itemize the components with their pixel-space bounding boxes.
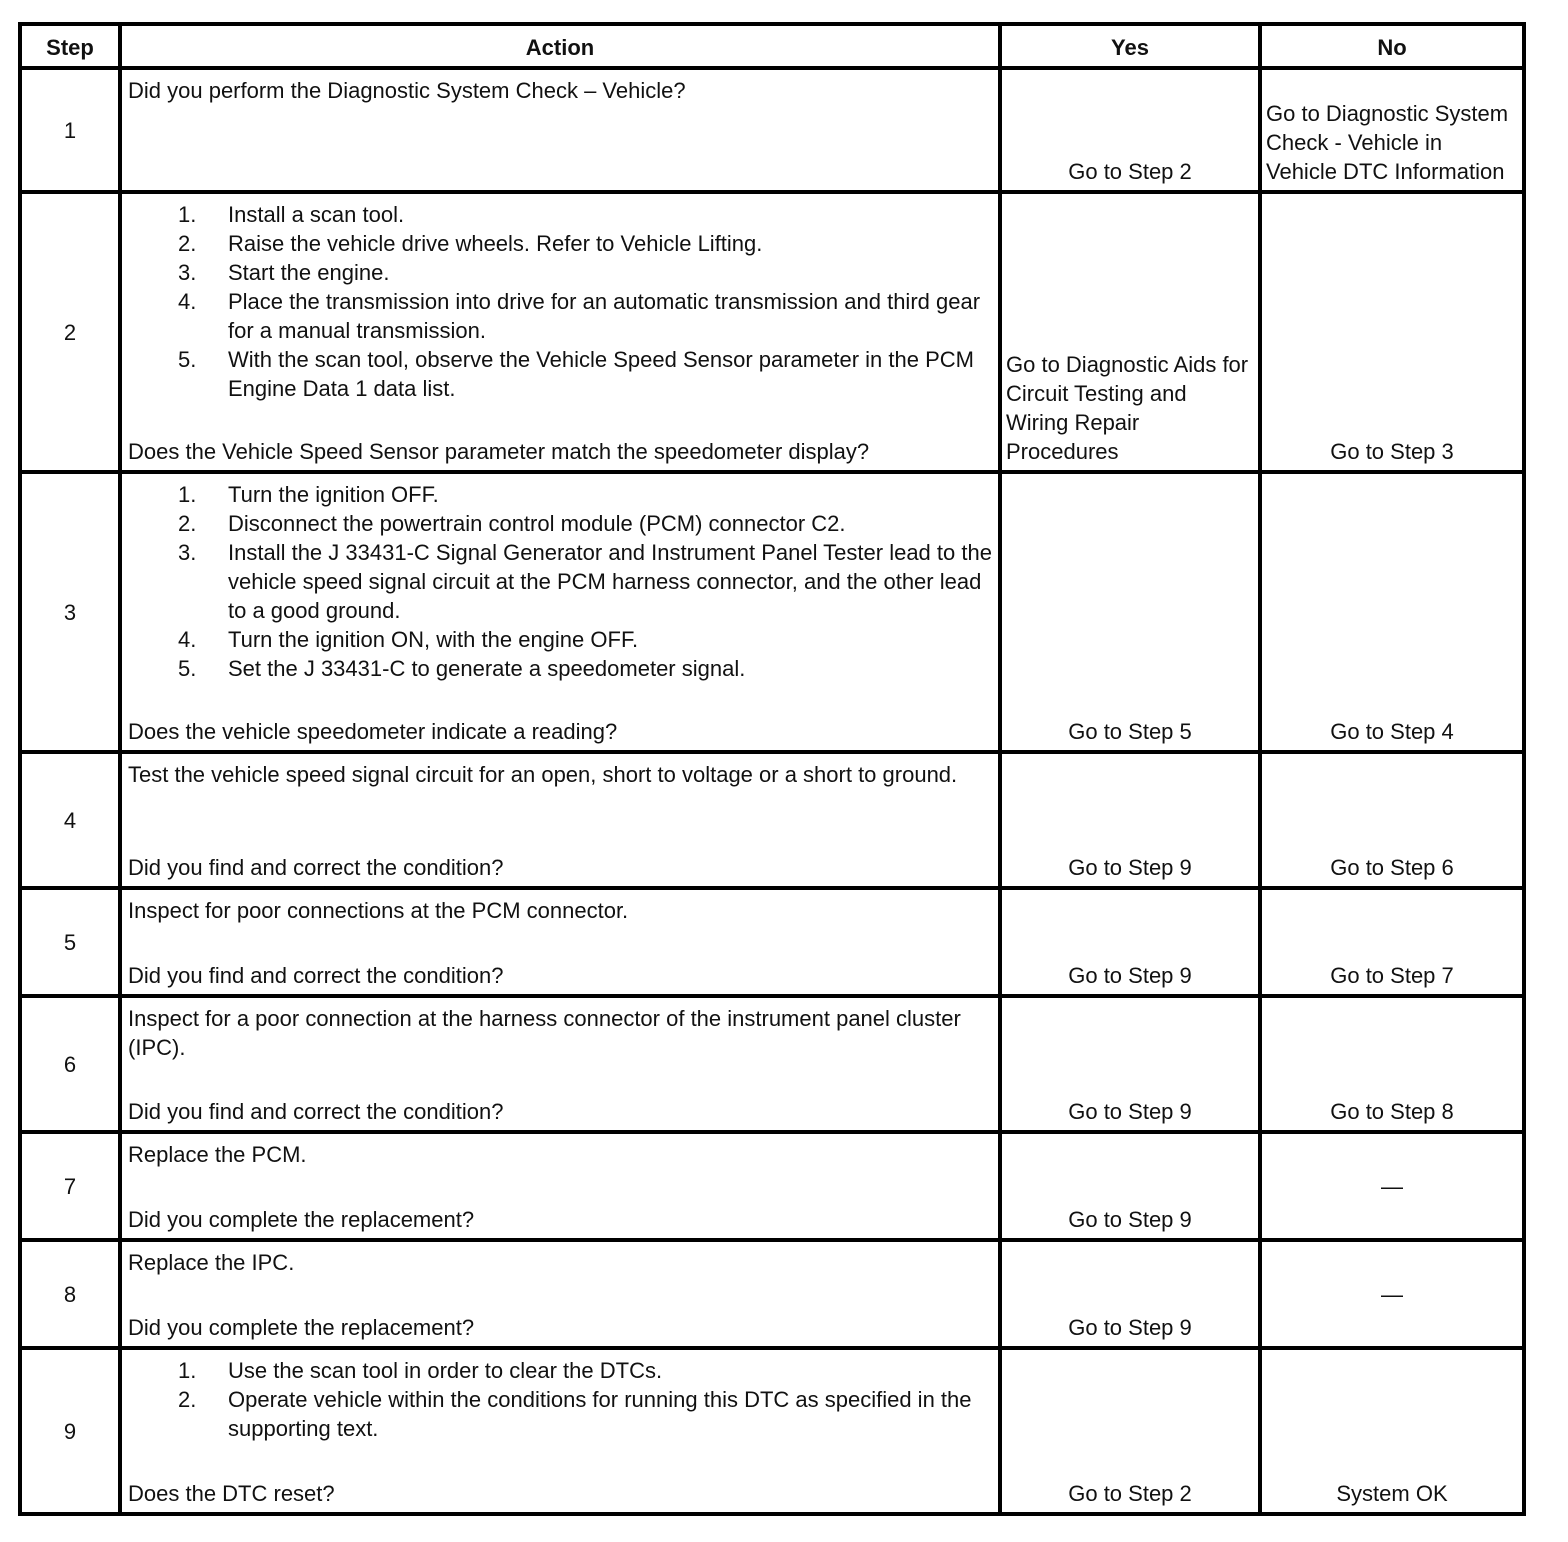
table-row [20,996,1524,1132]
step-number: 9 [20,1348,120,1514]
procedure-text: Set the J 33431-C to generate a speedometer signal. [228,656,746,681]
table-row [20,1240,1524,1348]
action-cell [120,192,1000,472]
step-number: 6 [20,996,120,1132]
procedure-text: Install a scan tool. [228,202,405,227]
no-cell: Go to Step 4 [1260,472,1524,752]
procedure-number: 3. [178,540,197,565]
action-cell [120,472,1000,752]
no-cell: Go to Step 3 [1260,192,1524,472]
step-number: 3 [20,472,120,752]
action-question: Did you find and correct the condition? [128,1099,504,1124]
diagnostic-table [18,22,1526,1516]
procedure-item [178,200,994,229]
procedure-list [128,1356,994,1443]
procedure-text: Operate vehicle within the conditions for running this DTC as specified in the supporting text. [228,1387,972,1441]
no-cell: Go to Step 6 [1260,752,1524,888]
yes-cell: Go to Step 9 [1000,1240,1260,1348]
procedure-text: Disconnect the powertrain control module (PCM) connector C2. [228,511,846,536]
action-question: Did you complete the replacement? [128,1315,475,1340]
no-cell: — [1260,1240,1524,1348]
procedure-number: 1. [178,202,197,227]
action-text: Test the vehicle speed signal circuit for an open, short to voltage or a short to ground. [128,762,958,787]
procedure-item [178,258,994,287]
table-row [20,472,1524,752]
procedure-item [178,229,994,258]
no-cell: System OK [1260,1348,1524,1514]
action-text: Inspect for a poor connection at the harness connector of the instrument panel cluster (IPC). [128,1006,961,1060]
action-cell [120,1348,1000,1514]
procedure-item [178,345,994,403]
no-cell: Go to Step 8 [1260,996,1524,1132]
procedure-list [128,200,994,403]
yes-cell: Go to Step 9 [1000,996,1260,1132]
header-action: Action [120,24,1000,68]
procedure-text: Turn the ignition ON, with the engine OFF. [228,627,639,652]
procedure-number: 4. [178,289,197,314]
action-cell [120,996,1000,1132]
procedure-item [178,1385,994,1443]
yes-cell: Go to Step 2 [1000,1348,1260,1514]
action-cell [120,888,1000,996]
procedure-text: Start the engine. [228,260,390,285]
action-text: Inspect for poor connections at the PCM connector. [128,898,629,923]
procedure-item [178,509,994,538]
procedure-number: 1. [178,482,197,507]
action-question: Did you complete the replacement? [128,1207,475,1232]
yes-cell: Go to Step 9 [1000,1132,1260,1240]
procedure-item [178,538,994,625]
procedure-text: Place the transmission into drive for an automatic transmission and third gear for a manual transmission. [228,289,981,343]
action-cell [120,752,1000,888]
step-number: 1 [20,68,120,192]
action-cell [120,1132,1000,1240]
procedure-item [178,654,994,683]
table-row [20,752,1524,888]
procedure-text: With the scan tool, observe the Vehicle Speed Sensor parameter in the PCM Engine Data 1 data list. [228,347,974,401]
yes-cell: Go to Step 9 [1000,752,1260,888]
procedure-number: 2. [178,511,197,536]
action-cell [120,1240,1000,1348]
procedure-text: Turn the ignition OFF. [228,482,439,507]
action-question: Does the Vehicle Speed Sensor parameter match the speedometer display? [128,439,870,464]
procedure-item [178,287,994,345]
no-cell: Go to Diagnostic System Check - Vehicle in Vehicle DTC Information [1260,68,1524,192]
yes-cell: Go to Step 2 [1000,68,1260,192]
procedure-number: 5. [178,347,197,372]
action-question: Did you find and correct the condition? [128,855,504,880]
procedure-number: 1. [178,1358,197,1383]
table-row [20,192,1524,472]
procedure-text: Install the J 33431-C Signal Generator and Instrument Panel Tester lead to the vehicle speed signal circuit at the PCM harness connector, and the other lead to a good ground. [228,540,992,623]
procedure-item [178,1356,994,1385]
procedure-number: 3. [178,260,197,285]
procedure-item [178,480,994,509]
yes-cell: Go to Step 9 [1000,888,1260,996]
header-no: No [1260,24,1524,68]
step-number: 7 [20,1132,120,1240]
procedure-text: Use the scan tool in order to clear the DTCs. [228,1358,663,1383]
procedure-number: 2. [178,1387,197,1412]
table-row [20,68,1524,192]
action-question: Did you find and correct the condition? [128,963,504,988]
action-cell [120,68,1000,192]
table-row [20,1348,1524,1514]
procedure-number: 5. [178,656,197,681]
action-text: Did you perform the Diagnostic System Check – Vehicle? [128,78,686,103]
procedure-number: 2. [178,231,197,256]
procedure-text: Raise the vehicle drive wheels. Refer to Vehicle Lifting. [228,231,763,256]
header-row [20,24,1524,68]
step-number: 4 [20,752,120,888]
procedure-list [128,480,994,683]
step-number: 2 [20,192,120,472]
table-row [20,1132,1524,1240]
yes-cell: Go to Diagnostic Aids for Circuit Testing and Wiring Repair Procedures [1000,192,1260,472]
step-number: 8 [20,1240,120,1348]
header-yes: Yes [1000,24,1260,68]
procedure-number: 4. [178,627,197,652]
action-text: Replace the IPC. [128,1250,295,1275]
no-cell: Go to Step 7 [1260,888,1524,996]
table-row [20,888,1524,996]
action-question: Does the DTC reset? [128,1481,335,1506]
action-question: Does the vehicle speedometer indicate a reading? [128,719,618,744]
step-number: 5 [20,888,120,996]
yes-cell: Go to Step 5 [1000,472,1260,752]
no-cell: — [1260,1132,1524,1240]
procedure-item [178,625,994,654]
header-step: Step [20,24,120,68]
action-text: Replace the PCM. [128,1142,307,1167]
